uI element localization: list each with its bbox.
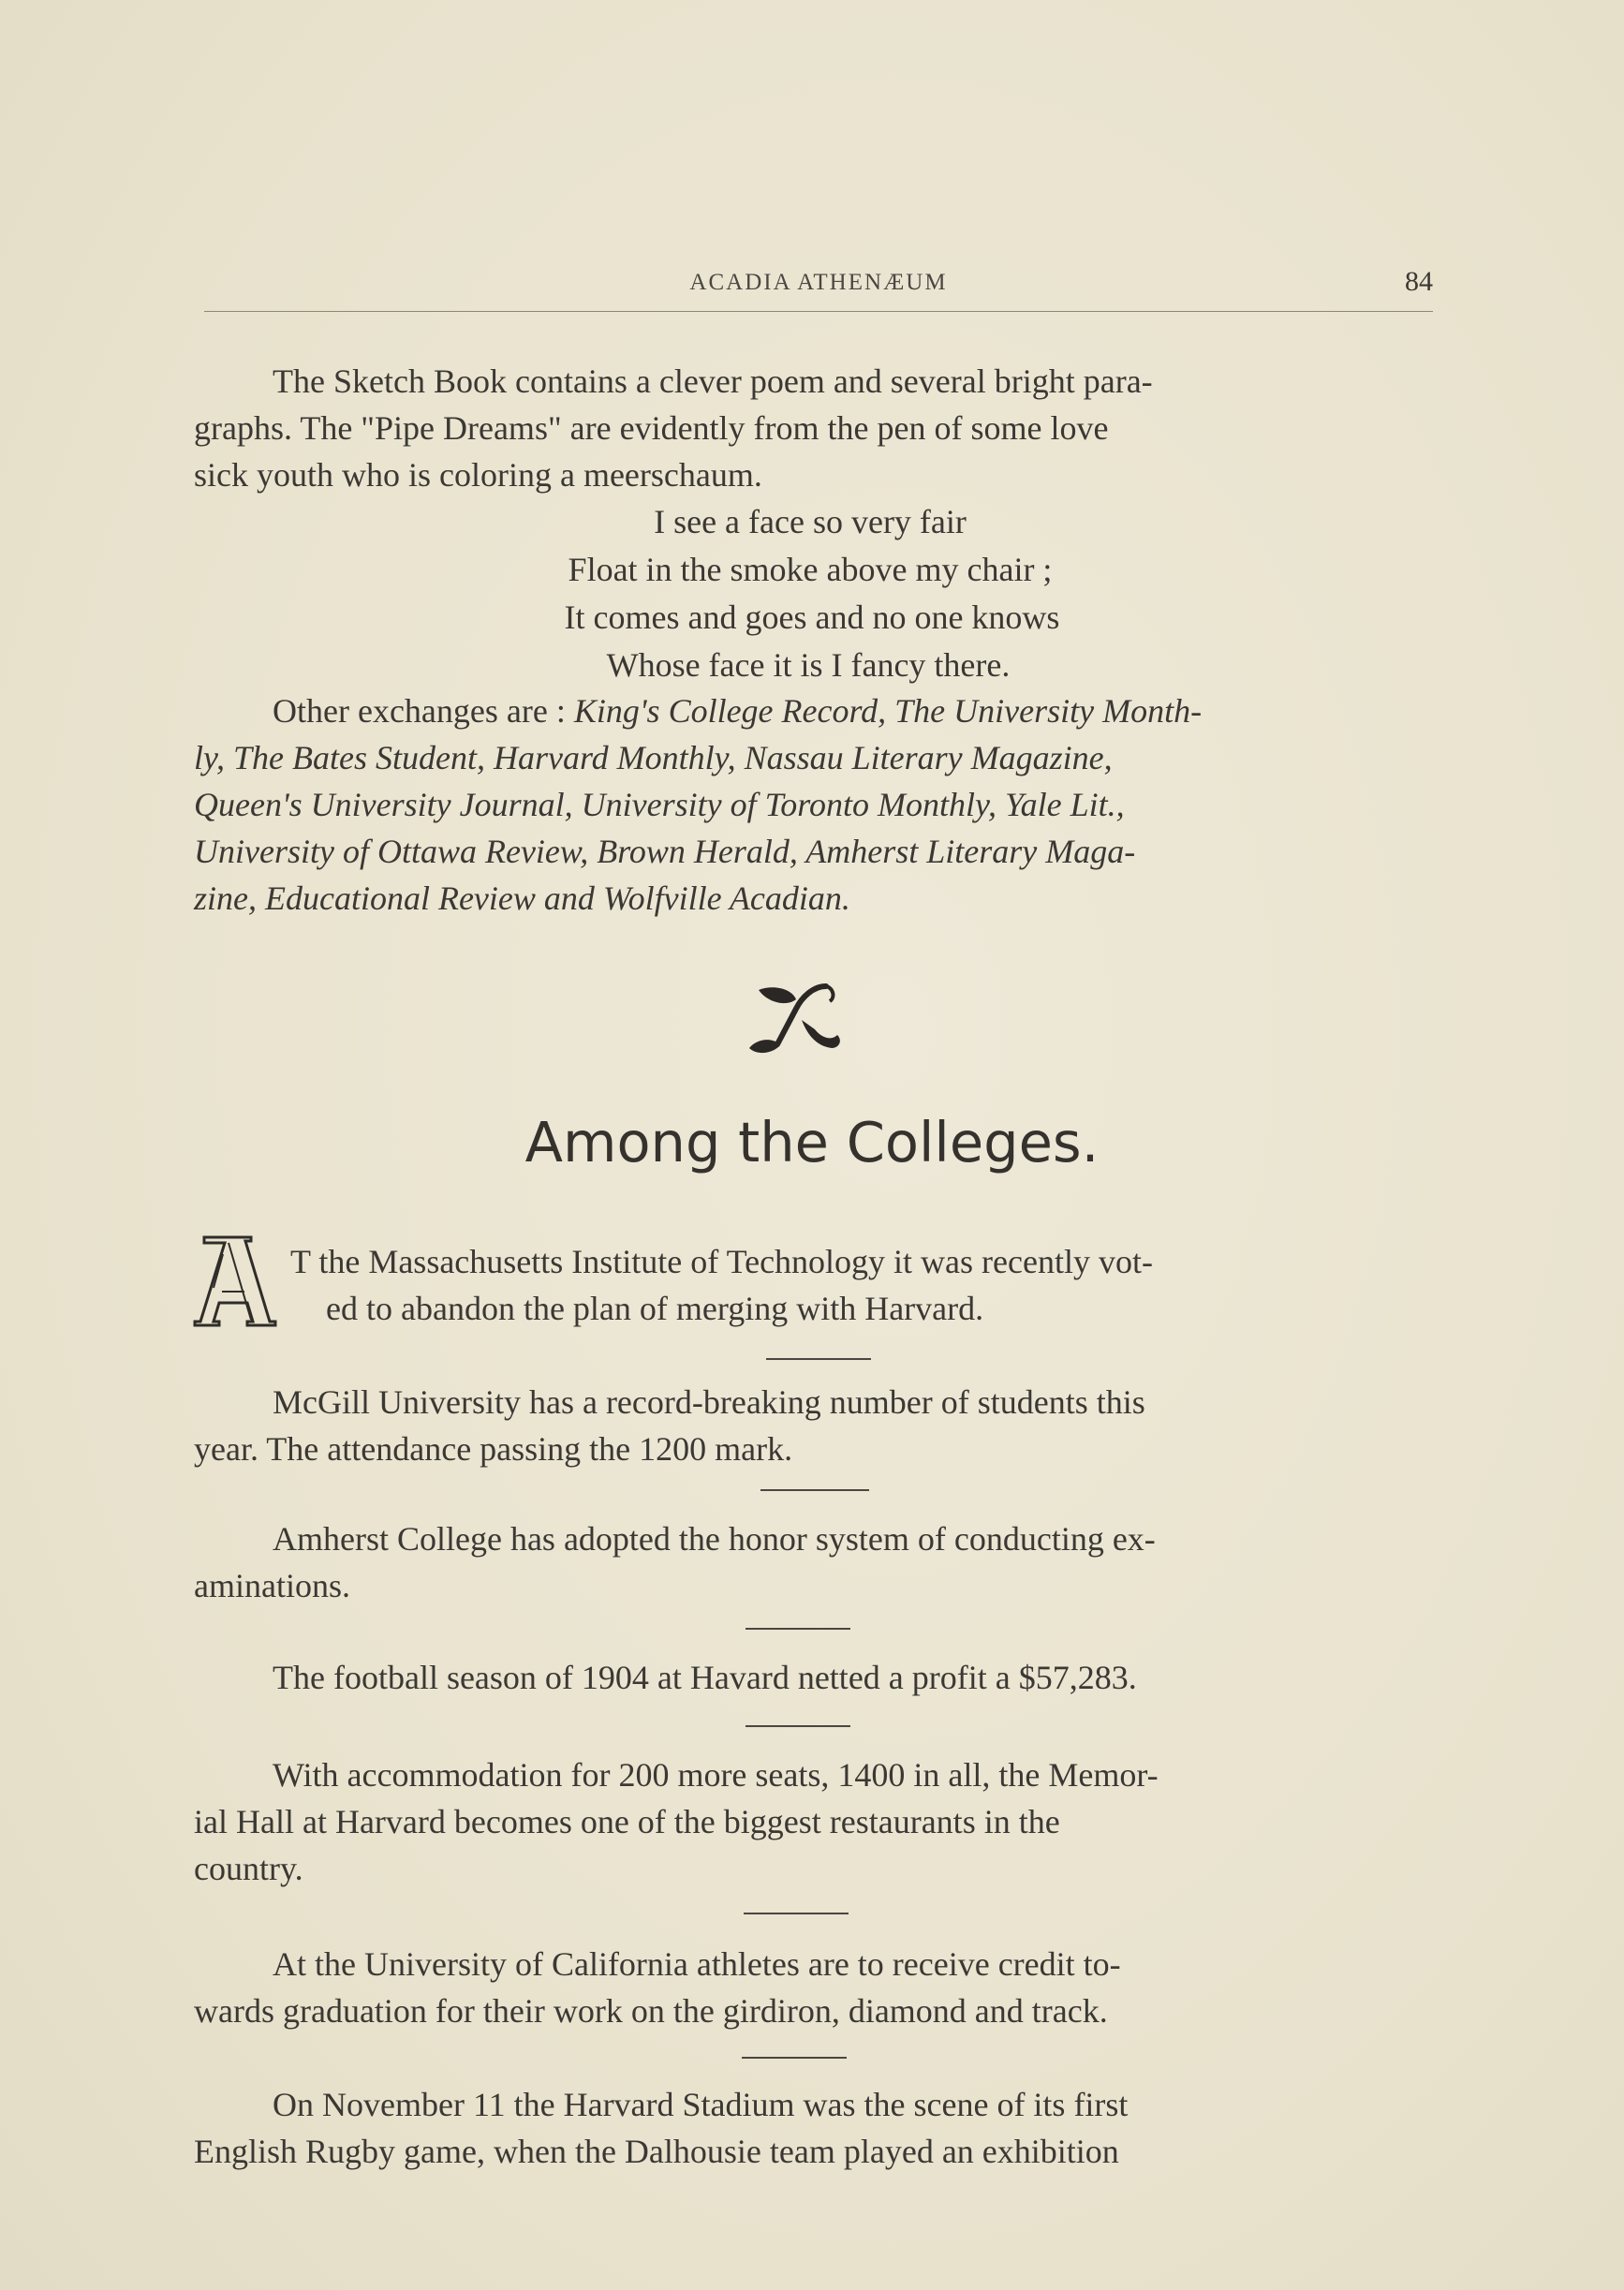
poem-line: Float in the smoke above my chair ;	[568, 551, 1053, 588]
running-title: ACADIA ATHENÆUM	[689, 270, 948, 295]
text-line: On November 11 the Harvard Stadium was the scene of its first	[273, 2086, 1129, 2123]
text-line: McGill University has a record-breaking number of students this	[273, 1383, 1145, 1421]
news-item-california	[194, 1941, 1432, 2034]
text-line	[194, 687, 1432, 734]
text-line: The Sketch Book contains a clever poem and several bright para-	[273, 362, 1153, 400]
publication-list: University of Ottawa Review, Brown Herald, Amherst Literary Maga-	[194, 833, 1136, 870]
item-divider	[746, 1628, 850, 1630]
text-line: ed to abandon the plan of merging with Harvard.	[326, 1290, 984, 1327]
text-line: ial Hall at Harvard becomes one of the biggest restaurants in the	[194, 1803, 1060, 1840]
text-line: graphs. The "Pipe Dreams" are evidently from the pen of some love	[194, 409, 1109, 447]
item-divider	[742, 2057, 847, 2059]
item-divider	[746, 1725, 850, 1727]
page-number: 84	[1405, 266, 1433, 297]
text-line: year. The attendance passing the 1200 mark.	[194, 1430, 793, 1468]
publication-list: Queen's University Journal, University of Toronto Monthly, Yale Lit.,	[194, 786, 1125, 823]
text-line: Amherst College has adopted the honor system of conducting ex-	[273, 1520, 1156, 1558]
text-line: aminations.	[194, 1567, 350, 1604]
item-divider	[760, 1489, 869, 1491]
running-header	[204, 266, 1433, 307]
news-item-memorial-hall	[194, 1751, 1432, 1892]
news-item-harvard-stadium	[194, 2081, 1432, 2175]
item-divider	[744, 1913, 849, 1914]
poem-line: It comes and goes and no one knows	[564, 598, 1060, 636]
publication-list: King's College Record, The University Month-	[573, 692, 1203, 730]
text-line: wards graduation for their work on the girdiron, diamond and track.	[194, 1992, 1108, 2030]
text-line: sick youth who is coloring a meerschaum.	[194, 456, 762, 494]
text-line: country.	[194, 1850, 303, 1887]
text-line: The football season of 1904 at Havard netted a profit a $57,283.	[273, 1659, 1137, 1696]
other-exchanges-intro: Other exchanges are :	[273, 692, 574, 730]
header-rule	[204, 311, 1433, 312]
poem	[0, 498, 1624, 689]
drop-cap-letter	[191, 1232, 277, 1327]
poem-line: I see a face so very fair	[654, 503, 967, 540]
text-line: T the Massachusetts Institute of Technology it was recently vot-	[290, 1243, 1153, 1280]
sketch-book-paragraph	[194, 358, 1432, 498]
news-item-harvard-football	[194, 1654, 1432, 1701]
publication-list: ly, The Bates Student, Harvard Monthly, Nassau Literary Magazine,	[194, 739, 1113, 776]
text-line: With accommodation for 200 more seats, 1400 in all, the Memor-	[273, 1756, 1159, 1794]
other-exchanges-paragraph	[194, 687, 1432, 922]
news-item-mit	[290, 1238, 1425, 1332]
text-line: At the University of California athletes are to receive credit to-	[273, 1945, 1121, 1983]
item-divider	[766, 1358, 871, 1360]
ornament-icon	[740, 979, 852, 1063]
section-title: Among the Colleges.	[524, 1110, 1100, 1175]
news-item-amherst	[194, 1515, 1432, 1609]
text-line: English Rugby game, when the Dalhousie team played an exhibition	[194, 2133, 1119, 2170]
publication-list: zine, Educational Review and Wolfville Acadian.	[194, 879, 850, 917]
news-item-mcgill	[194, 1379, 1432, 1472]
poem-line: Whose face it is I fancy there.	[606, 646, 1011, 684]
